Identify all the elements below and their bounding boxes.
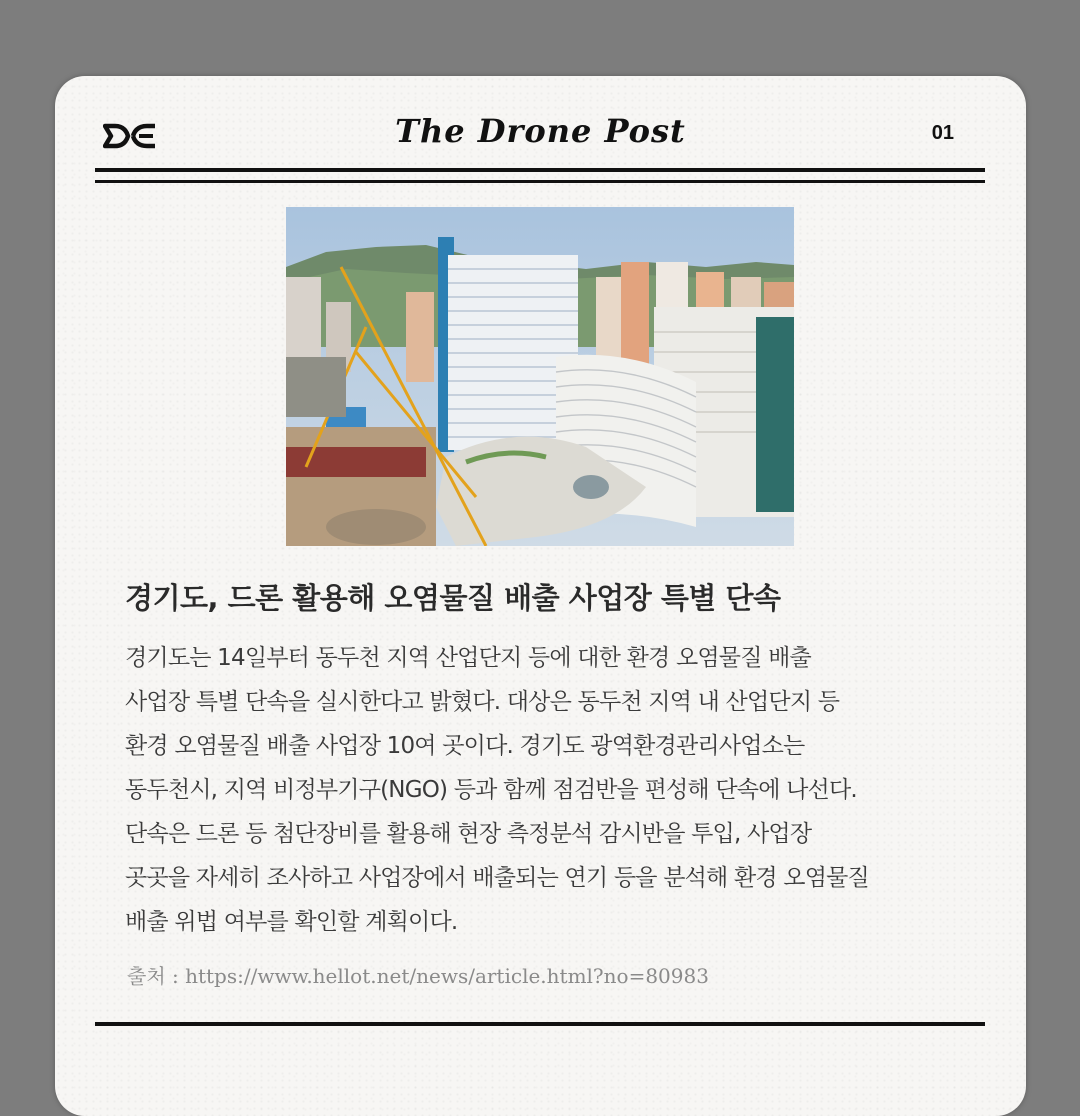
header-rule-secondary — [95, 180, 985, 183]
body-line: 동두천시, 지역 비정부기구(NGO) 등과 함께 점검반을 편성해 단속에 나선다. — [125, 777, 857, 803]
body-line: 환경 오염물질 배출 사업장 10여 곳이다. 경기도 광역환경관리사업소는 — [125, 733, 805, 759]
source-citation: 출처 : https://www.hellot.net/news/article.html?no=80983 — [127, 964, 709, 988]
footer-rule — [95, 1022, 985, 1026]
body-line: 사업장 특별 단속을 실시한다고 밝혔다. 대상은 동두천 지역 내 산업단지 등 — [125, 689, 840, 715]
header-rule — [95, 168, 985, 172]
body-line: 단속은 드론 등 첨단장비를 활용해 현장 측정분석 감시반을 투입, 사업장 — [125, 821, 812, 847]
body-line: 경기도는 14일부터 동두천 지역 산업단지 등에 대한 환경 오염물질 배출 — [125, 645, 811, 671]
body-line: 배출 위법 여부를 확인할 계획이다. — [125, 909, 458, 935]
masthead-title: The Drone Post — [395, 112, 686, 150]
article-card — [55, 76, 1026, 1116]
page-number: 01 — [931, 122, 954, 144]
article-photo — [286, 207, 794, 546]
body-line: 곳곳을 자세히 조사하고 사업장에서 배출되는 연기 등을 분석해 환경 오염물질 — [125, 865, 869, 891]
article-body — [125, 636, 975, 944]
article-headline: 경기도, 드론 활용해 오염물질 배출 사업장 특별 단속 — [125, 581, 781, 615]
